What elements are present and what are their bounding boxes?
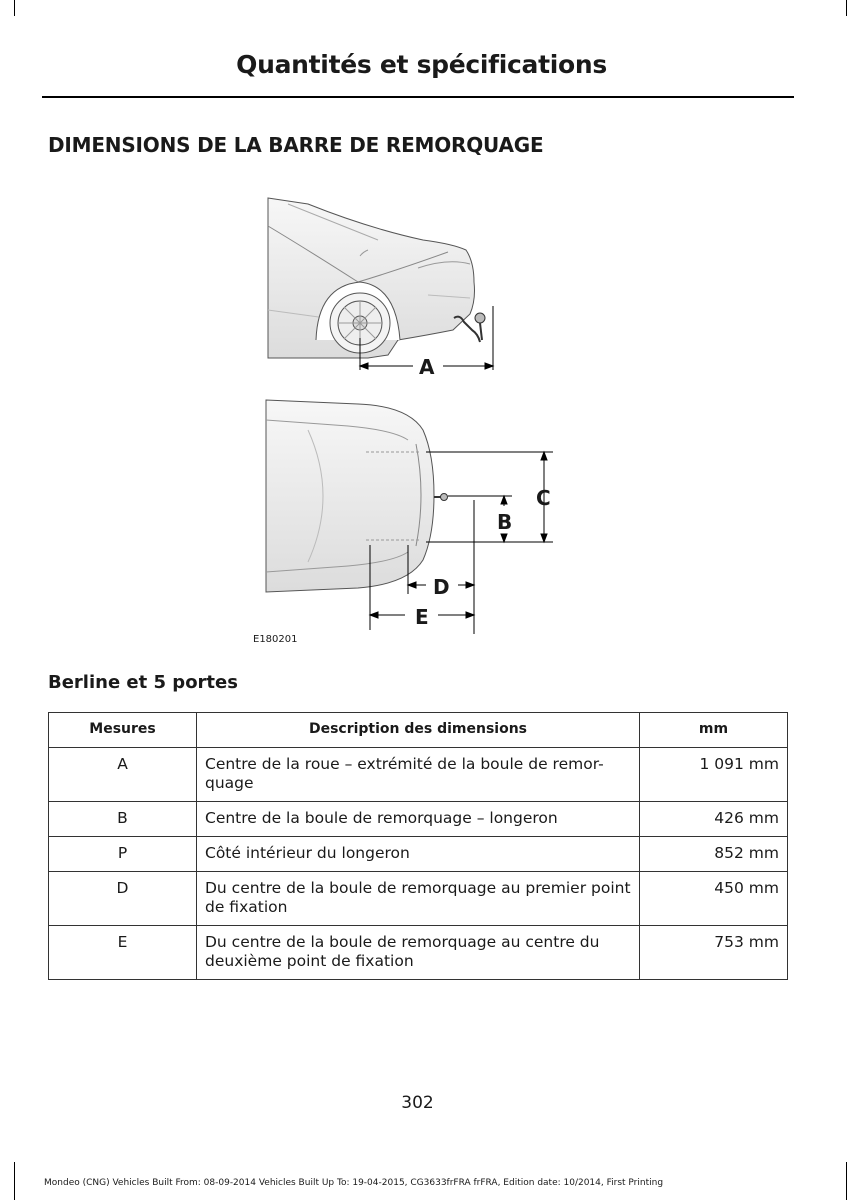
cell-mm: 852 mm bbox=[640, 837, 788, 872]
crop-mark-bottom-left bbox=[14, 1162, 15, 1200]
cell-description: Côté intérieur du longeron bbox=[197, 837, 640, 872]
label-b: B bbox=[497, 510, 513, 534]
page-title: Quantités et spécifications bbox=[236, 50, 607, 79]
cell-mm: 450 mm bbox=[640, 872, 788, 926]
top-view bbox=[266, 400, 448, 592]
table-row bbox=[49, 837, 788, 872]
cell-mesure: D bbox=[49, 872, 197, 926]
table-row bbox=[49, 872, 788, 926]
label-c: C bbox=[536, 486, 551, 510]
cell-mesure: B bbox=[49, 802, 197, 837]
crop-mark-bottom-right bbox=[846, 1162, 847, 1200]
cell-mm: 1 091 mm bbox=[640, 748, 788, 802]
cell-mesure: A bbox=[49, 748, 197, 802]
cell-mm: 426 mm bbox=[640, 802, 788, 837]
figure-id: E180201 bbox=[253, 634, 298, 645]
table-row bbox=[49, 748, 788, 802]
header-mesures: Mesures bbox=[49, 713, 197, 748]
header-description: Description des dimensions bbox=[197, 713, 640, 748]
label-d: D bbox=[433, 575, 450, 599]
cell-description: Centre de la roue – extrémité de la boule de remor-quage bbox=[197, 748, 640, 802]
table-row bbox=[49, 926, 788, 980]
towbar-drawing bbox=[248, 190, 568, 650]
cell-description: Du centre de la boule de remorquage au centre du deuxième point de fixation bbox=[197, 926, 640, 980]
table-row bbox=[49, 802, 788, 837]
label-a: A bbox=[419, 355, 435, 379]
header-mm: mm bbox=[640, 713, 788, 748]
subsection-title: Berline et 5 portes bbox=[48, 672, 238, 693]
cell-description: Centre de la boule de remorquage – longeron bbox=[197, 802, 640, 837]
towbar-illustration bbox=[248, 190, 568, 650]
page-number: 302 bbox=[401, 1093, 434, 1113]
side-view bbox=[268, 198, 485, 358]
table-header-row bbox=[49, 713, 788, 748]
crop-mark-top-right bbox=[846, 0, 847, 16]
footer-text: Mondeo (CNG) Vehicles Built From: 08-09-2014 Vehicles Built Up To: 19-04-2015, CG3633frFRA frFRA, Edition date: 10/2014, First Printing bbox=[44, 1178, 664, 1188]
header-rule bbox=[42, 96, 794, 98]
crop-mark-top-left bbox=[14, 0, 15, 16]
section-title: DIMENSIONS DE LA BARRE DE REMORQUAGE bbox=[48, 133, 544, 157]
cell-mesure: P bbox=[49, 837, 197, 872]
cell-description: Du centre de la boule de remorquage au premier point de fixation bbox=[197, 872, 640, 926]
label-e: E bbox=[415, 605, 429, 629]
cell-mesure: E bbox=[49, 926, 197, 980]
dimensions-table bbox=[48, 712, 788, 980]
cell-mm: 753 mm bbox=[640, 926, 788, 980]
